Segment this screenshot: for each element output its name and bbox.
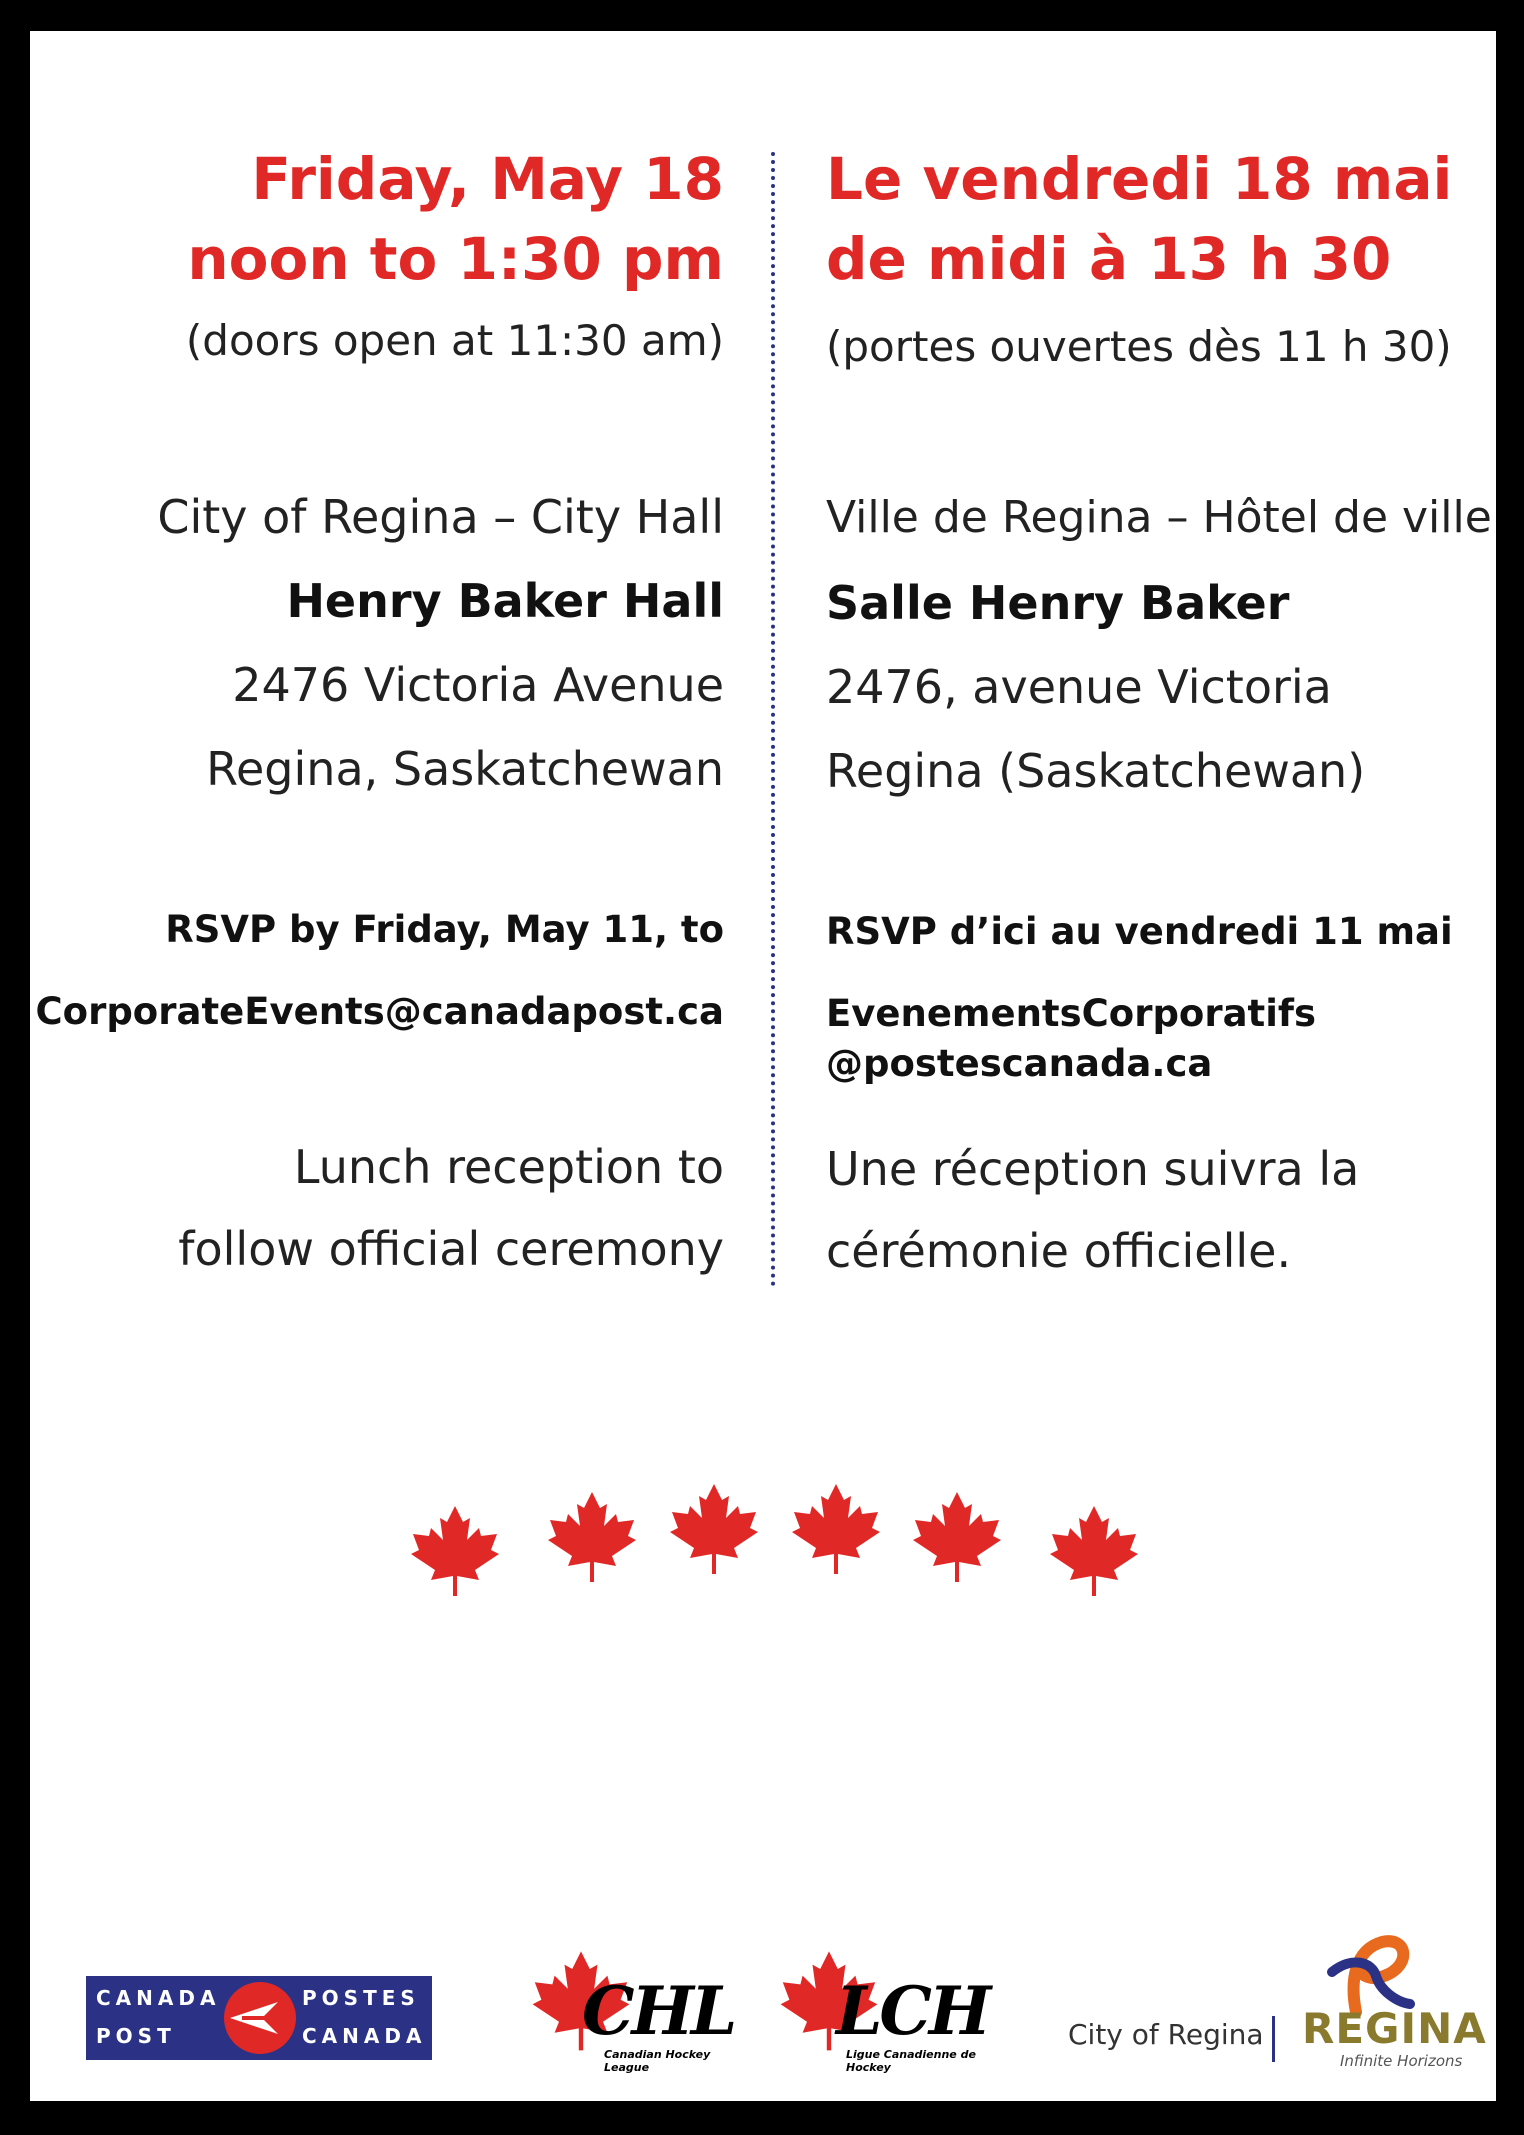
english-doors: (doors open at 11:30 am) [185, 316, 724, 365]
english-rsvp: RSVP by Friday, May 11, to [165, 908, 724, 951]
regina-wordmark: REGINA [1302, 2004, 1487, 2053]
canada-post-logo [86, 1976, 432, 2060]
french-venue-line1: Ville de Regina – Hôtel de ville [826, 492, 1492, 543]
chl-logo [526, 1944, 738, 2074]
english-date: Friday, May 18 [251, 145, 724, 213]
english-email[interactable]: CorporateEvents@canadapost.ca [35, 990, 724, 1033]
canada-post-text-canada: CANADA [96, 1986, 221, 2010]
regina-tagline: Infinite Horizons [1340, 2052, 1463, 2070]
column-divider [771, 152, 775, 1287]
french-address: 2476, avenue Victoria [826, 660, 1332, 714]
maple-leaf-row [0, 1480, 1524, 1620]
english-venue-line1: City of Regina – City Hall [157, 490, 724, 544]
maple-leaf-icon [792, 1484, 880, 1574]
logo-separator [1272, 2016, 1275, 2062]
city-of-regina-text: City of Regina [1068, 2018, 1264, 2051]
english-city: Regina, Saskatchewan [206, 742, 724, 796]
french-venue-line2: Salle Henry Baker [826, 576, 1290, 630]
french-email-line1[interactable]: EvenementsCorporatifs [826, 992, 1317, 1035]
english-lunch-line1: Lunch reception to [293, 1140, 724, 1194]
maple-leaf-icon [670, 1484, 758, 1574]
maple-leaf-icon [1050, 1506, 1138, 1596]
canada-post-text-postes: POSTES [302, 1986, 420, 2010]
maple-leaf-icon [548, 1492, 636, 1582]
canada-post-text-canada-fr: CANADA [302, 2024, 427, 2048]
chl-subtitle: Canadian Hockey League [604, 2048, 711, 2074]
french-email-line2[interactable]: @postescanada.ca [826, 1042, 1213, 1085]
chl-wordmark: CHL [582, 1972, 735, 2050]
french-time: de midi à 13 h 30 [826, 225, 1392, 293]
lch-logo [774, 1944, 1008, 2074]
english-time: noon to 1:30 pm [187, 225, 724, 293]
lch-wordmark: LCH [836, 1972, 989, 2050]
french-lunch-line2: cérémonie officielle. [826, 1224, 1292, 1278]
french-city: Regina (Saskatchewan) [826, 744, 1366, 798]
english-venue-line2: Henry Baker Hall [286, 574, 724, 628]
french-rsvp: RSVP d’ici au vendredi 11 mai [826, 910, 1453, 953]
lch-subtitle: Ligue Canadienne de Hockey [846, 2048, 976, 2074]
french-date: Le vendredi 18 mai [826, 145, 1453, 213]
canada-post-text-post: POST [96, 2024, 176, 2048]
english-address: 2476 Victoria Avenue [232, 658, 724, 712]
french-doors: (portes ouvertes dès 11 h 30) [826, 322, 1452, 371]
maple-leaf-icon [411, 1506, 499, 1596]
french-lunch-line1: Une réception suivra la [826, 1142, 1360, 1196]
english-lunch-line2: follow official ceremony [178, 1222, 724, 1276]
maple-leaf-icon [913, 1492, 1001, 1582]
canada-post-emblem-icon [222, 1980, 298, 2056]
